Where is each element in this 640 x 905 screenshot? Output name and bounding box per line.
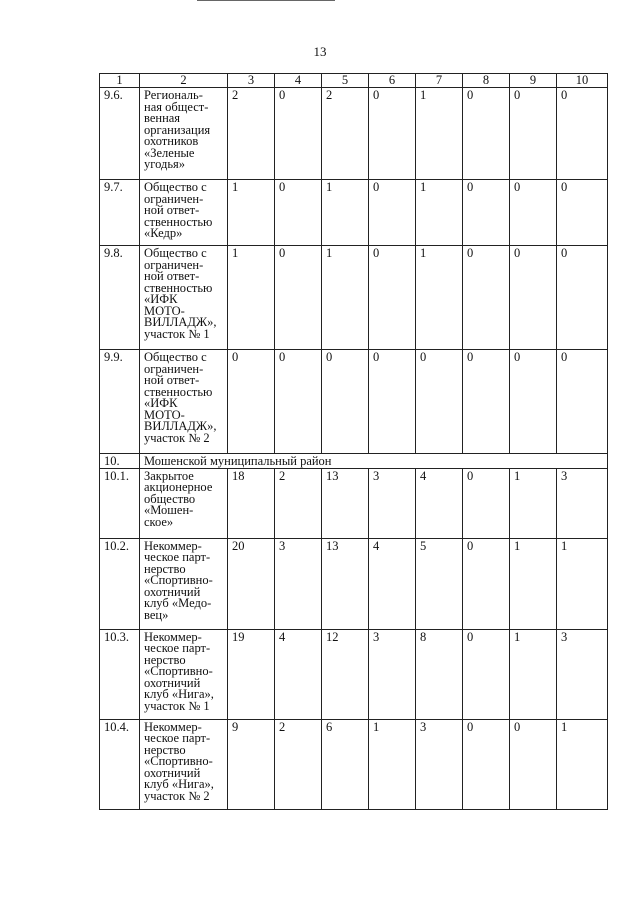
section-row <box>100 454 608 469</box>
table-row <box>100 629 608 719</box>
value-cell: 0 <box>463 719 510 809</box>
value-cell: 1 <box>322 180 369 246</box>
organization-name: Региональ- ная общест- венная организация охотников «Зеленые угодья» <box>140 88 228 180</box>
value-cell: 1 <box>510 538 557 629</box>
value-cell: 0 <box>510 246 557 350</box>
section-title: Мошенской муниципальный район <box>140 454 608 469</box>
value-cell: 0 <box>275 180 322 246</box>
value-cell: 0 <box>416 350 463 454</box>
value-cell: 12 <box>322 629 369 719</box>
value-cell: 0 <box>510 350 557 454</box>
value-cell: 0 <box>463 246 510 350</box>
value-cell: 2 <box>275 719 322 809</box>
header-row <box>100 74 608 88</box>
organization-name: Некоммер- ческое парт- нерство «Спортивно- охотничий клуб «Нига», участок № 2 <box>140 719 228 809</box>
header-cell: 6 <box>369 74 416 88</box>
value-cell: 18 <box>228 468 275 538</box>
value-cell: 4 <box>369 538 416 629</box>
value-cell: 0 <box>275 88 322 180</box>
value-cell: 2 <box>322 88 369 180</box>
rows-district-10 <box>100 468 608 809</box>
value-cell: 0 <box>463 180 510 246</box>
value-cell: 1 <box>557 719 608 809</box>
value-cell: 0 <box>557 180 608 246</box>
value-cell: 3 <box>275 538 322 629</box>
value-cell: 0 <box>369 350 416 454</box>
header-cell: 7 <box>416 74 463 88</box>
value-cell: 3 <box>416 719 463 809</box>
organization-name: Некоммер- ческое парт- нерство «Спортивно- охотничий клуб «Медо- вец» <box>140 538 228 629</box>
value-cell: 1 <box>416 180 463 246</box>
value-cell: 1 <box>322 246 369 350</box>
value-cell: 1 <box>416 246 463 350</box>
value-cell: 4 <box>275 629 322 719</box>
header-cell: 10 <box>557 74 608 88</box>
header-cell: 1 <box>100 74 140 88</box>
table-row <box>100 246 608 350</box>
table-row <box>100 180 608 246</box>
value-cell: 1 <box>510 468 557 538</box>
value-cell: 0 <box>369 88 416 180</box>
value-cell: 20 <box>228 538 275 629</box>
value-cell: 1 <box>228 246 275 350</box>
value-cell: 0 <box>557 350 608 454</box>
value-cell: 0 <box>463 350 510 454</box>
row-number: 10.1. <box>100 468 140 538</box>
value-cell: 8 <box>416 629 463 719</box>
value-cell: 0 <box>463 538 510 629</box>
value-cell: 2 <box>275 468 322 538</box>
value-cell: 4 <box>416 468 463 538</box>
header-cell: 5 <box>322 74 369 88</box>
row-number: 9.9. <box>100 350 140 454</box>
value-cell: 0 <box>322 350 369 454</box>
header-cell: 4 <box>275 74 322 88</box>
organization-name: Общество с ограничен- ной ответ- ственностью «ИФК МОТО- ВИЛЛАДЖ», участок № 2 <box>140 350 228 454</box>
row-number: 9.8. <box>100 246 140 350</box>
value-cell: 1 <box>228 180 275 246</box>
value-cell: 6 <box>322 719 369 809</box>
row-number: 9.6. <box>100 88 140 180</box>
top-rule <box>197 0 335 1</box>
table-row <box>100 88 608 180</box>
organization-name: Закрытое акционерное общество «Мошен- ское» <box>140 468 228 538</box>
value-cell: 0 <box>275 246 322 350</box>
value-cell: 3 <box>557 468 608 538</box>
value-cell: 19 <box>228 629 275 719</box>
value-cell: 3 <box>369 629 416 719</box>
value-cell: 1 <box>510 629 557 719</box>
row-number: 10.3. <box>100 629 140 719</box>
page-number: 13 <box>313 44 327 59</box>
organization-name: Некоммер- ческое парт- нерство «Спортивно- охотничий клуб «Нига», участок № 1 <box>140 629 228 719</box>
value-cell: 0 <box>463 629 510 719</box>
organization-name: Общество с ограничен- ной ответ- ственностью «Кедр» <box>140 180 228 246</box>
value-cell: 0 <box>228 350 275 454</box>
value-cell: 1 <box>369 719 416 809</box>
organization-name: Общество с ограничен- ной ответ- ственностью «ИФК МОТО- ВИЛЛАДЖ», участок № 1 <box>140 246 228 350</box>
value-cell: 1 <box>557 538 608 629</box>
value-cell: 13 <box>322 538 369 629</box>
header-cell: 8 <box>463 74 510 88</box>
value-cell: 2 <box>228 88 275 180</box>
header-cell: 9 <box>510 74 557 88</box>
value-cell: 0 <box>557 246 608 350</box>
value-cell: 3 <box>369 468 416 538</box>
table-row <box>100 468 608 538</box>
value-cell: 0 <box>510 719 557 809</box>
row-number: 9.7. <box>100 180 140 246</box>
row-number: 10.2. <box>100 538 140 629</box>
header-cell: 2 <box>140 74 228 88</box>
table-row <box>100 719 608 809</box>
table-row <box>100 538 608 629</box>
data-table <box>99 73 608 810</box>
value-cell: 0 <box>510 180 557 246</box>
value-cell: 1 <box>416 88 463 180</box>
value-cell: 5 <box>416 538 463 629</box>
value-cell: 3 <box>557 629 608 719</box>
value-cell: 0 <box>463 88 510 180</box>
value-cell: 0 <box>557 88 608 180</box>
value-cell: 13 <box>322 468 369 538</box>
rows-district-9 <box>100 88 608 454</box>
value-cell: 0 <box>463 468 510 538</box>
value-cell: 0 <box>275 350 322 454</box>
header-cell: 3 <box>228 74 275 88</box>
value-cell: 0 <box>369 246 416 350</box>
section-number: 10. <box>100 454 140 469</box>
value-cell: 9 <box>228 719 275 809</box>
row-number: 10.4. <box>100 719 140 809</box>
value-cell: 0 <box>510 88 557 180</box>
table-row <box>100 350 608 454</box>
value-cell: 0 <box>369 180 416 246</box>
